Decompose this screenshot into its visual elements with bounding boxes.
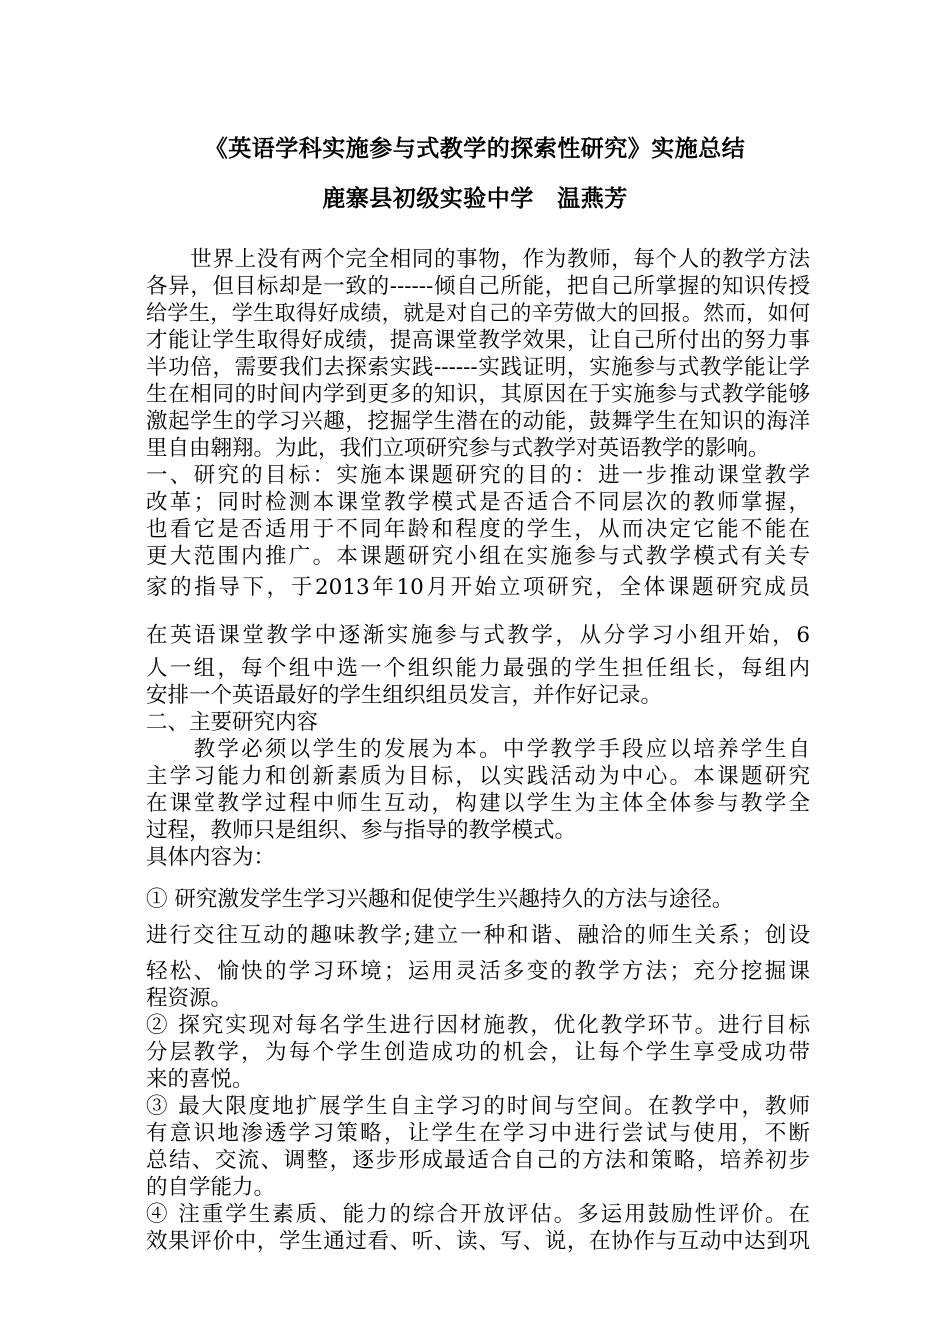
paragraph-line: 过程，教师只是组织、参与指导的教学模式。 xyxy=(146,818,577,843)
paragraph-line: 的自学能力。 xyxy=(146,1175,276,1200)
paragraph-line: 才能让学生取得好成绩，提高课堂教学效果，让自己所付出的努力事 xyxy=(146,328,810,353)
paragraph-line: 人一组，每个组中选一个组织能力最强的学生担任组长，每组内 xyxy=(146,656,810,681)
paragraph-line: 效果评价中，学生通过看、听、读、写、说，在协作与互动中达到巩 xyxy=(146,1229,810,1254)
list-item-1: ① 研究激发学生学习兴趣和促使学生兴趣持久的方法与途径。 xyxy=(146,887,734,912)
document-title: 《英语学科实施参与式教学的探索性研究》实施总结 xyxy=(204,135,746,162)
paragraph-line: 各异，但目标却是一致的------倾自己所能，把自己所掌握的知识传授 xyxy=(146,274,810,299)
paragraph-line: 给学生，学生取得好成绩，就是对自己的辛劳做大的回报。然而，如何 xyxy=(146,301,810,325)
paragraph-line: 在课堂教学过程中师生互动，构建以学生为主体全体参与教学全 xyxy=(146,791,810,816)
paragraph-line: 有意识地渗透学习策略，让学生在学习中进行尝试与使用，不断 xyxy=(146,1121,810,1146)
paragraph-line: 进行交往互动的趣味教学;建立一种和谐、融洽的师生关系；创设 xyxy=(146,923,810,948)
document-author: 鹿寨县初级实验中学 温燕芳 xyxy=(322,185,628,212)
list-item-2: ② 探究实现对每名学生进行因材施教，优化教学环节。进行目标 xyxy=(146,1013,810,1038)
section-heading-goals: 一、研究的目标：实施本课题研究的目的：进一步推动课堂教学 xyxy=(146,463,810,488)
paragraph-line: 轻松、愉快的学习环境；运用灵活多变的教学方法；充分挖掘课 xyxy=(146,959,810,984)
paragraph-line: 里自由翱翔。为此，我们立项研究参与式教学对英语教学的影响。 xyxy=(146,436,770,461)
paragraph-line: 具体内容为： xyxy=(146,845,276,870)
paragraph-line: 也看它是否适用于不同年龄和程度的学生，从而决定它能不能在 xyxy=(146,517,810,542)
paragraph-line: 生在相同的时间内学到更多的知识，其原因在于实施参与式教学能够 xyxy=(146,382,810,407)
paragraph-line: 安排一个英语最好的学生组织组员发言，并作好记录。 xyxy=(146,683,663,708)
paragraph-line: 分层教学，为每个学生创造成功的机会，让每个学生享受成功带 xyxy=(146,1040,810,1065)
paragraph-line: 主学习能力和创新素质为目标，以实践活动为中心。本课题研究 xyxy=(146,764,810,789)
paragraph-line: 更大范围内推广。本课题研究小组在实施参与式教学模式有关专 xyxy=(146,544,810,569)
paragraph-line: 在英语课堂教学中逐渐实施参与式教学，从分学习小组开始，6 xyxy=(146,623,810,648)
paragraph-line: 世界上没有两个完全相同的事物，作为教师，每个人的教学方法 xyxy=(146,247,810,272)
paragraph-line: 改革；同时检测本课堂教学模式是否适合不同层次的教师掌握， xyxy=(146,490,810,515)
list-item-3: ③ 最大限度地扩展学生自主学习的时间与空间。在教学中，教师 xyxy=(146,1094,810,1119)
paragraph-line: 来的喜悦。 xyxy=(146,1067,254,1092)
paragraph-line: 程资源。 xyxy=(146,986,233,1011)
paragraph-line: 教学必须以学生的发展为本。中学教学手段应以培养学生自 xyxy=(146,737,810,762)
paragraph-line: 半功倍，需要我们去探索实践------实践证明，实施参与式教学能让学 xyxy=(146,355,810,380)
paragraph-line: 总结、交流、调整，逐步形成最适合自己的方法和策略，培养初步 xyxy=(146,1148,810,1173)
paragraph-line: 家的指导下，于2013年10月开始立项研究，全体课题研究成员 xyxy=(146,575,810,600)
list-item-4: ④ 注重学生素质、能力的综合开放评估。多运用鼓励性评价。在 xyxy=(146,1202,810,1227)
paragraph-line: 激起学生的学习兴趣，挖掘学生潜在的动能，鼓舞学生在知识的海洋 xyxy=(146,409,810,434)
section-heading-content: 二、主要研究内容 xyxy=(146,710,319,735)
